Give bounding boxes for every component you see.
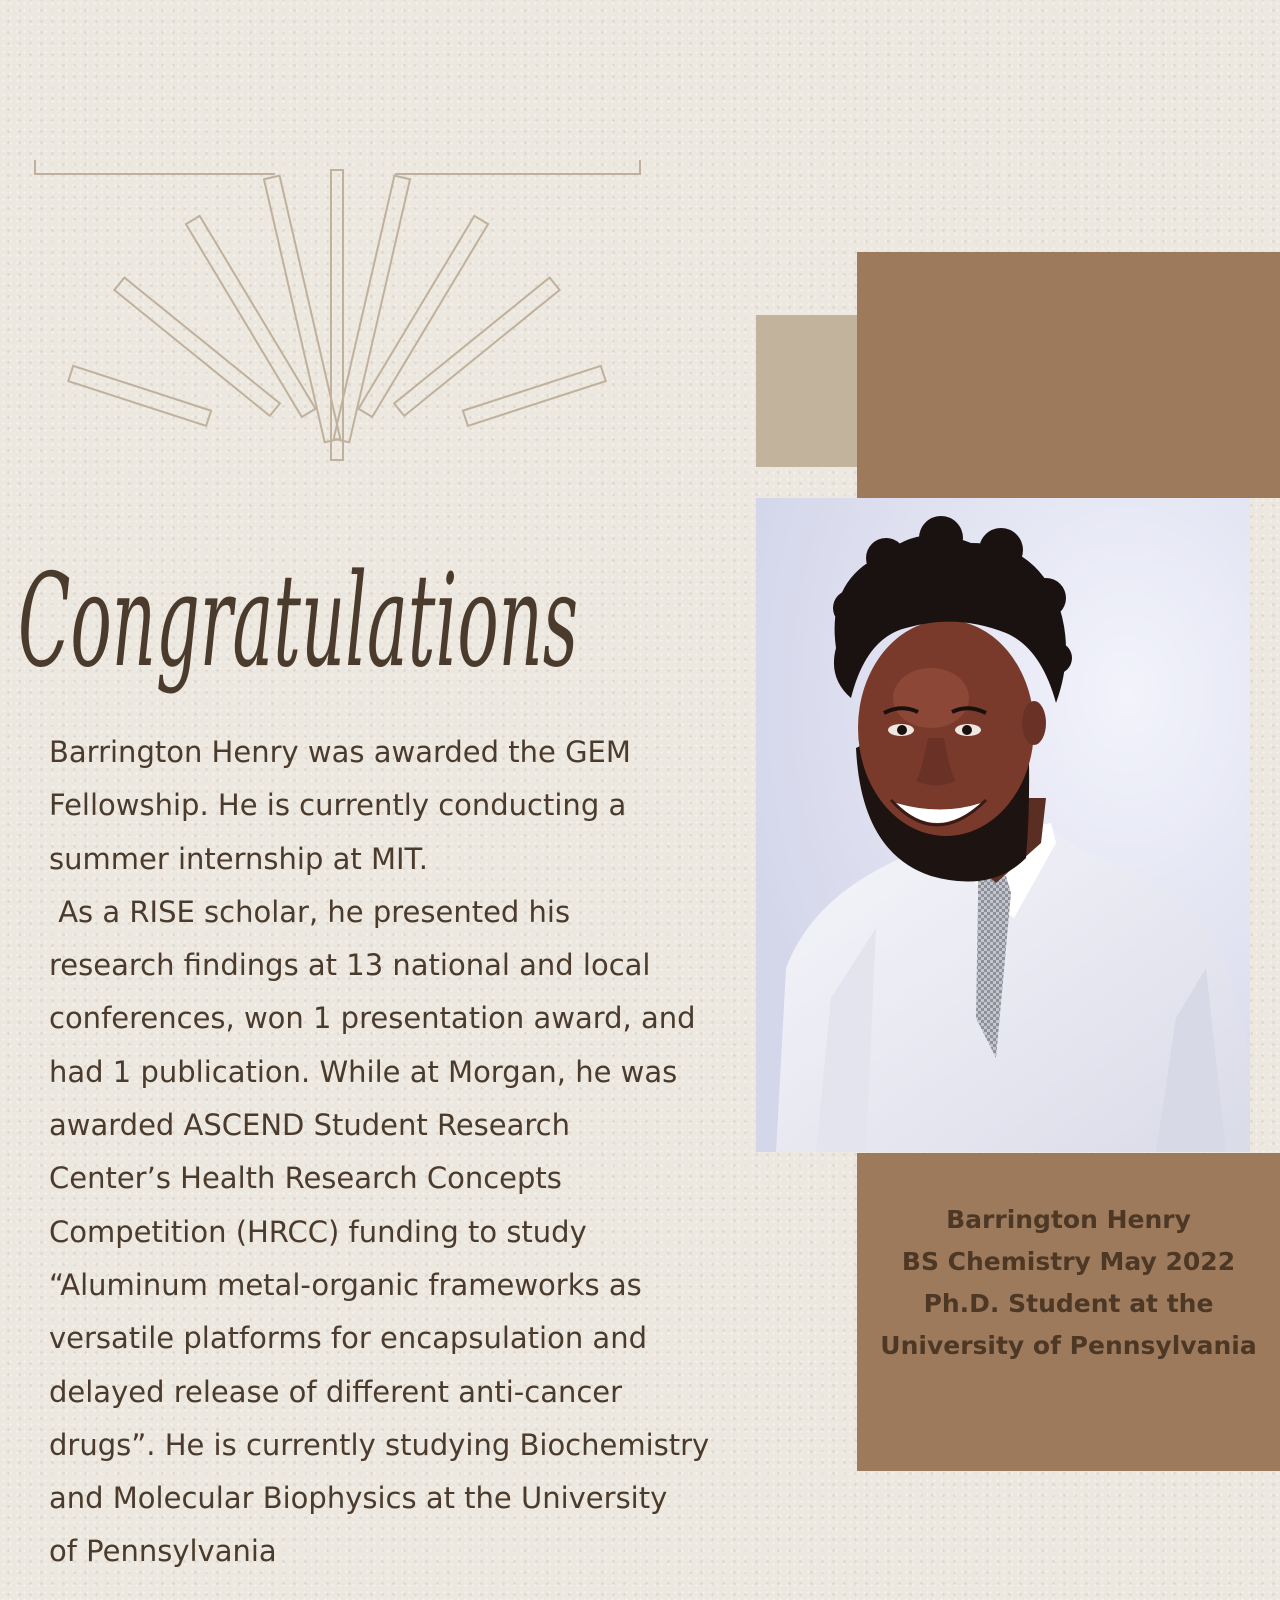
sunburst-decoration-icon [30, 150, 650, 480]
caption [857, 1199, 1280, 1367]
caption-degree: BS Chemistry May 2022 [901, 1247, 1236, 1276]
portrait-photo [756, 498, 1250, 1152]
tan-accent-block [756, 315, 859, 467]
caption-name: Barrington Henry [946, 1205, 1191, 1234]
body-paragraph: Barrington Henry was awarded the GEM Fellowship. He is currently conducting a summer internship at MIT. As a RISE scholar, he presented his research findings at 13 national and local conferences, won 1 presentation award, and had 1 publication. While at Morgan, he was awarded ASCEND Student Research Center’s Health Research Concepts Competition (HRCC) funding to study “Aluminum metal-organic frameworks as versatile platforms for encapsulation and delayed release of different anti-cancer drugs”. He is currently studying Biochemistry and Molecular Biophysics at the University of Pennsylvania [49, 735, 710, 1569]
heading [14, 480, 734, 720]
brown-accent-block [857, 252, 1280, 498]
portrait-icon [756, 498, 1250, 1152]
caption-status: Ph.D. Student at the [923, 1289, 1214, 1318]
caption-university: University of Pennsylvania [880, 1331, 1257, 1360]
caption-box [857, 1153, 1280, 1471]
heading-text: Congratulations [18, 547, 578, 696]
